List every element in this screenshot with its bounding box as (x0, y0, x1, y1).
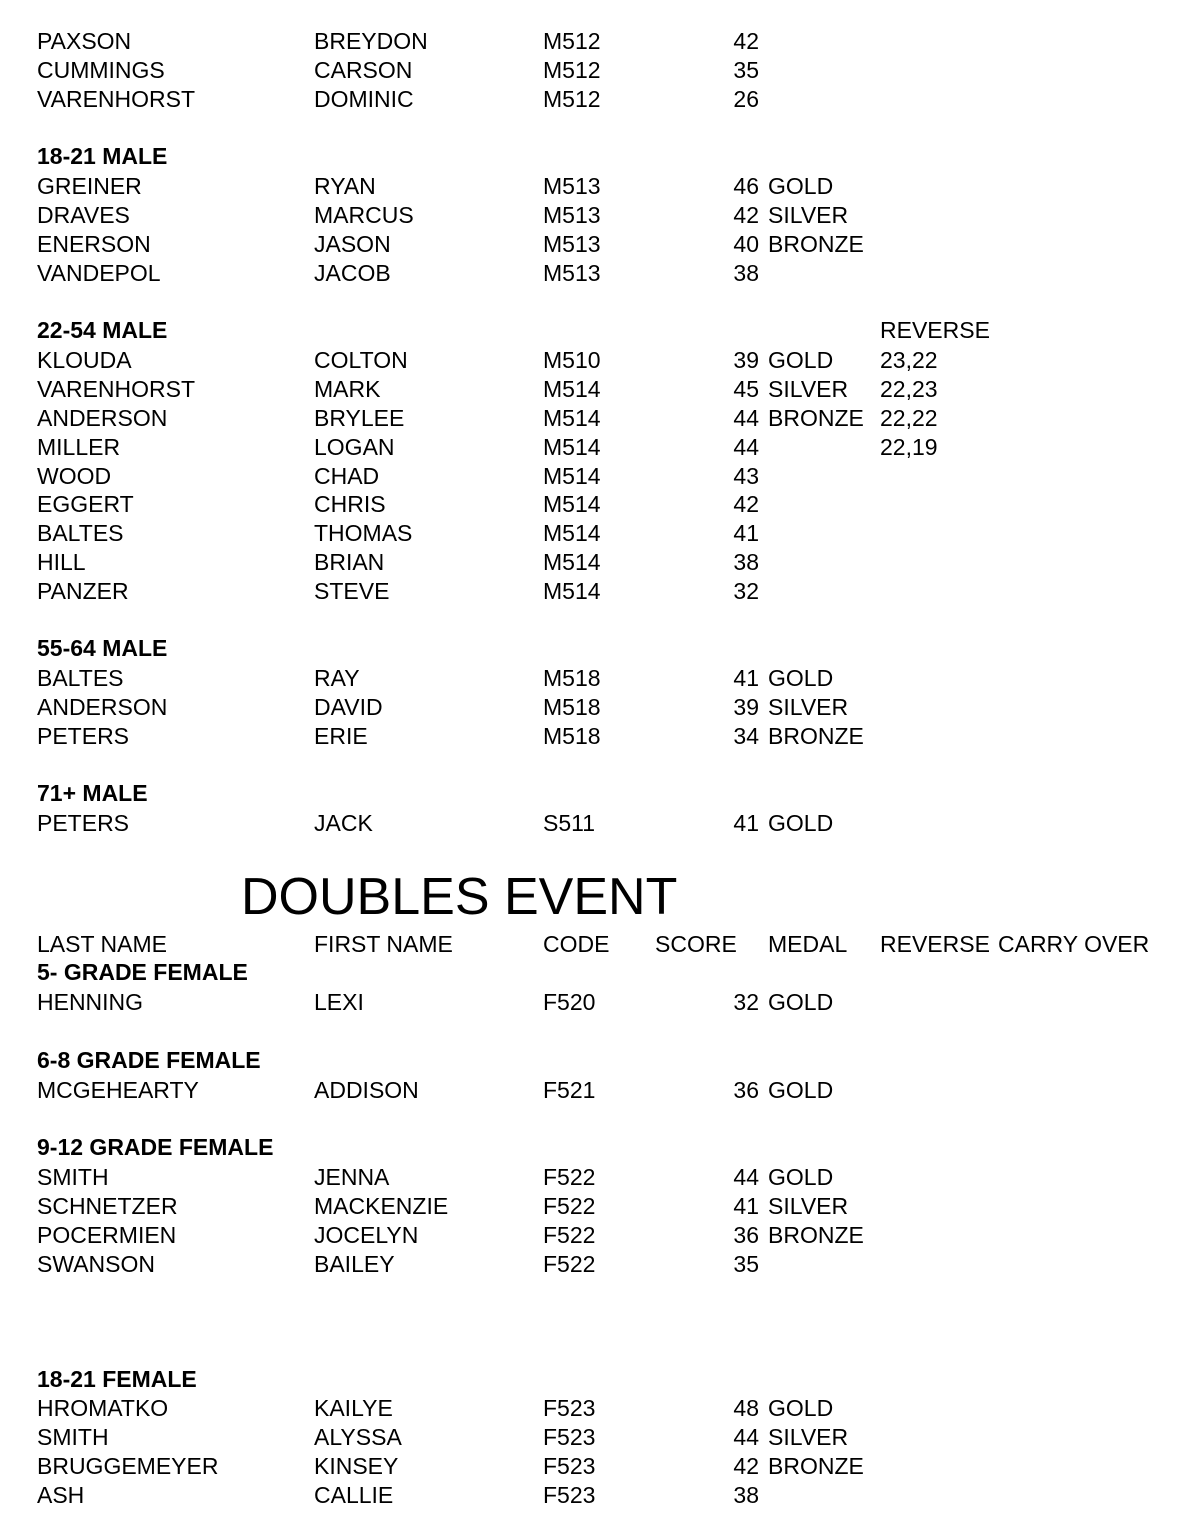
result-row (0, 85, 1186, 114)
section-heading: 55-64 MALE (37, 635, 168, 661)
section-heading: 9-12 GRADE FEMALE (37, 1134, 274, 1160)
last-name: HROMATKO (37, 1395, 169, 1421)
result-row (0, 375, 1186, 404)
first-name: ADDISON (314, 1077, 419, 1103)
code: M513 (543, 173, 601, 199)
first-name: MARK (314, 376, 381, 402)
column-header-row (0, 930, 1186, 959)
first-name: BRIAN (314, 549, 385, 575)
medal: SILVER (768, 202, 849, 228)
code: M514 (543, 520, 601, 546)
first-name: STEVE (314, 578, 390, 604)
medal: GOLD (768, 989, 834, 1015)
code: M518 (543, 723, 601, 749)
section-heading: 22-54 MALE (37, 317, 168, 343)
result-row (0, 201, 1186, 230)
score: 46 (733, 173, 759, 199)
score: 43 (733, 463, 759, 489)
score: 42 (733, 1453, 759, 1479)
first-name: KAILYE (314, 1395, 393, 1421)
result-row (0, 404, 1186, 433)
first-name: JACK (314, 810, 373, 836)
column-header-medal: MEDAL (768, 931, 848, 957)
first-name: COLTON (314, 347, 408, 373)
column-header-reverse: REVERSE (880, 931, 990, 957)
medal: SILVER (768, 694, 849, 720)
first-name: CARSON (314, 57, 413, 83)
last-name: SWANSON (37, 1251, 155, 1277)
code: M518 (543, 665, 601, 691)
last-name: ANDERSON (37, 694, 168, 720)
score: 41 (733, 810, 759, 836)
medal: GOLD (768, 1164, 834, 1190)
first-name: LOGAN (314, 434, 395, 460)
score: 35 (733, 57, 759, 83)
code: F523 (543, 1424, 596, 1450)
result-row (0, 1250, 1186, 1279)
first-name: ERIE (314, 723, 368, 749)
code: M514 (543, 578, 601, 604)
section-heading: 6-8 GRADE FEMALE (37, 1047, 261, 1073)
result-row (0, 1452, 1186, 1481)
result-row (0, 490, 1186, 519)
event-title: DOUBLES EVENT (241, 868, 678, 926)
result-row (0, 172, 1186, 201)
score: 32 (733, 578, 759, 604)
score: 45 (733, 376, 759, 402)
reverse: 22,23 (880, 376, 938, 402)
code: F523 (543, 1395, 596, 1421)
code: M514 (543, 491, 601, 517)
column-header-code: CODE (543, 931, 610, 957)
last-name: HILL (37, 549, 86, 575)
score: 39 (733, 347, 759, 373)
score: 39 (733, 694, 759, 720)
first-name: ALYSSA (314, 1424, 402, 1450)
medal: BRONZE (768, 723, 864, 749)
reverse: 23,22 (880, 347, 938, 373)
first-name: JASON (314, 231, 391, 257)
score: 44 (733, 434, 759, 460)
first-name: BAILEY (314, 1251, 395, 1277)
score: 42 (733, 28, 759, 54)
score: 38 (733, 1482, 759, 1508)
code: F520 (543, 989, 596, 1015)
code: M518 (543, 694, 601, 720)
last-name: VARENHORST (37, 376, 196, 402)
last-name: SMITH (37, 1424, 109, 1450)
result-row (0, 462, 1186, 491)
score: 38 (733, 260, 759, 286)
code: F522 (543, 1193, 596, 1219)
reverse-column-label: REVERSE (880, 317, 990, 343)
last-name: BALTES (37, 665, 124, 691)
last-name: VANDEPOL (37, 260, 161, 286)
medal: SILVER (768, 1424, 849, 1450)
first-name: BREYDON (314, 28, 428, 54)
code: M512 (543, 57, 601, 83)
result-row (0, 548, 1186, 577)
last-name: GREINER (37, 173, 142, 199)
score: 48 (733, 1395, 759, 1421)
first-name: MACKENZIE (314, 1193, 449, 1219)
score: 38 (733, 549, 759, 575)
code: M510 (543, 347, 601, 373)
code: M512 (543, 86, 601, 112)
result-row (0, 809, 1186, 838)
score: 44 (733, 1424, 759, 1450)
column-header-last-name: LAST NAME (37, 931, 167, 957)
first-name: LEXI (314, 989, 364, 1015)
result-row (0, 693, 1186, 722)
last-name: MCGEHEARTY (37, 1077, 199, 1103)
first-name: CALLIE (314, 1482, 394, 1508)
medal: BRONZE (768, 1453, 864, 1479)
score: 41 (733, 520, 759, 546)
result-row (0, 230, 1186, 259)
result-row (0, 433, 1186, 462)
first-name: JOCELYN (314, 1222, 419, 1248)
code: F522 (543, 1251, 596, 1277)
last-name: DRAVES (37, 202, 130, 228)
medal: BRONZE (768, 1222, 864, 1248)
last-name: PANZER (37, 578, 129, 604)
result-row (0, 27, 1186, 56)
code: M514 (543, 376, 601, 402)
first-name: JENNA (314, 1164, 390, 1190)
last-name: WOOD (37, 463, 112, 489)
reverse-header-row (0, 316, 1186, 345)
score: 41 (733, 665, 759, 691)
first-name: JACOB (314, 260, 391, 286)
first-name: CHAD (314, 463, 380, 489)
column-header-score: SCORE (655, 931, 737, 957)
score: 36 (733, 1077, 759, 1103)
score: 35 (733, 1251, 759, 1277)
code: M514 (543, 549, 601, 575)
last-name: POCERMIEN (37, 1222, 177, 1248)
code: M513 (543, 260, 601, 286)
code: S511 (543, 810, 596, 836)
score: 44 (733, 1164, 759, 1190)
first-name: MARCUS (314, 202, 414, 228)
section-heading: 18-21 FEMALE (37, 1366, 197, 1392)
code: F523 (543, 1482, 596, 1508)
last-name: MILLER (37, 434, 121, 460)
last-name: PETERS (37, 723, 130, 749)
result-row (0, 56, 1186, 85)
medal: BRONZE (768, 405, 864, 431)
first-name: DOMINIC (314, 86, 414, 112)
result-row (0, 1192, 1186, 1221)
score: 40 (733, 231, 759, 257)
medal: GOLD (768, 1077, 834, 1103)
first-name: KINSEY (314, 1453, 399, 1479)
code: M514 (543, 434, 601, 460)
code: M514 (543, 463, 601, 489)
last-name: KLOUDA (37, 347, 132, 373)
last-name: HENNING (37, 989, 144, 1015)
first-name: RAY (314, 665, 360, 691)
section-heading: 71+ MALE (37, 780, 148, 806)
last-name: BRUGGEMEYER (37, 1453, 219, 1479)
first-name: CHRIS (314, 491, 386, 517)
medal: GOLD (768, 810, 834, 836)
section-heading: 5- GRADE FEMALE (37, 959, 248, 985)
result-row (0, 1163, 1186, 1192)
score: 32 (733, 989, 759, 1015)
code: M514 (543, 405, 601, 431)
code: M513 (543, 202, 601, 228)
last-name: SCHNETZER (37, 1193, 178, 1219)
result-row (0, 1481, 1186, 1510)
result-row (0, 722, 1186, 751)
code: F522 (543, 1164, 596, 1190)
medal: GOLD (768, 173, 834, 199)
reverse: 22,22 (880, 405, 938, 431)
result-row (0, 1423, 1186, 1452)
score: 41 (733, 1193, 759, 1219)
reverse: 22,19 (880, 434, 938, 460)
result-row (0, 1221, 1186, 1250)
last-name: PAXSON (37, 28, 132, 54)
score: 34 (733, 723, 759, 749)
result-row (0, 1076, 1186, 1105)
medal: GOLD (768, 665, 834, 691)
score: 42 (733, 491, 759, 517)
first-name: THOMAS (314, 520, 413, 546)
score: 42 (733, 202, 759, 228)
last-name: PETERS (37, 810, 130, 836)
first-name: BRYLEE (314, 405, 405, 431)
medal: SILVER (768, 1193, 849, 1219)
result-row (0, 346, 1186, 375)
first-name: DAVID (314, 694, 383, 720)
medal: GOLD (768, 347, 834, 373)
code: F523 (543, 1453, 596, 1479)
result-row (0, 519, 1186, 548)
result-row (0, 259, 1186, 288)
code: M513 (543, 231, 601, 257)
result-row (0, 664, 1186, 693)
section-heading: 18-21 MALE (37, 143, 168, 169)
medal: GOLD (768, 1395, 834, 1421)
last-name: CUMMINGS (37, 57, 165, 83)
last-name: VARENHORST (37, 86, 196, 112)
medal: BRONZE (768, 231, 864, 257)
first-name: RYAN (314, 173, 376, 199)
column-header-carry-over: CARRY OVER (998, 931, 1150, 957)
score: 44 (733, 405, 759, 431)
code: F522 (543, 1222, 596, 1248)
score: 36 (733, 1222, 759, 1248)
column-header-first-name: FIRST NAME (314, 931, 453, 957)
code: F521 (543, 1077, 596, 1103)
result-row (0, 988, 1186, 1017)
last-name: ANDERSON (37, 405, 168, 431)
last-name: ENERSON (37, 231, 151, 257)
last-name: BALTES (37, 520, 124, 546)
code: M512 (543, 28, 601, 54)
medal: SILVER (768, 376, 849, 402)
last-name: ASH (37, 1482, 85, 1508)
score: 26 (733, 86, 759, 112)
last-name: SMITH (37, 1164, 109, 1190)
result-row (0, 577, 1186, 606)
last-name: EGGERT (37, 491, 134, 517)
result-row (0, 1394, 1186, 1423)
